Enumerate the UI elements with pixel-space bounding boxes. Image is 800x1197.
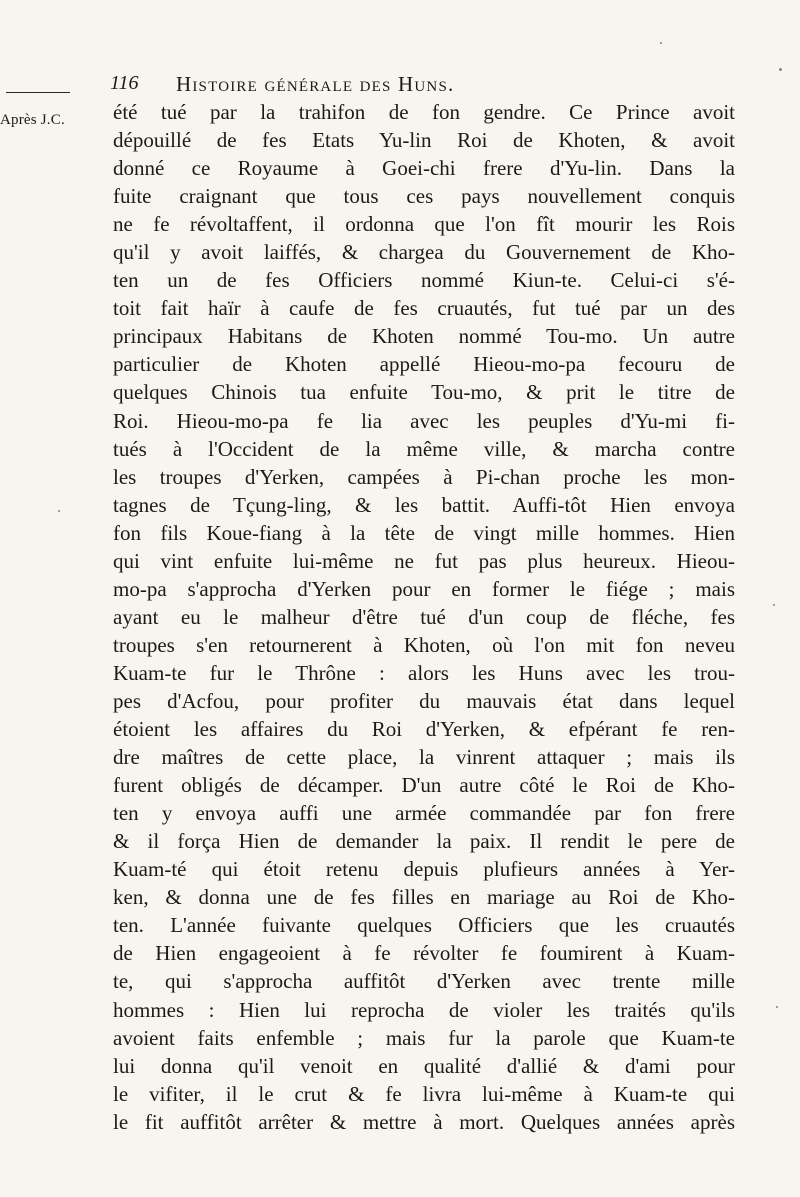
text-line: toit fait haïr à caufe de fes cruautés, fut tué par un des	[113, 296, 735, 321]
text-line: fon fils Koue-fiang à la tête de vingt mille hommes. Hien	[113, 520, 735, 545]
text-line: donné ce Royaume à Goei-chi frere d'Yu-lin. Dans la	[113, 156, 735, 181]
text-line: mo-pa s'approcha d'Yerken pour en former le fiége ; mais	[113, 576, 735, 601]
text-line: pes d'Acfou, pour profiter du mauvais état dans lequel	[113, 688, 735, 713]
paper-fleck	[773, 604, 775, 606]
text-line: tués à l'Occident de la même ville, & marcha contre	[113, 436, 735, 461]
text-line: ne fe révoltaffent, il ordonna que l'on fît mourir les Rois	[113, 212, 735, 237]
text-line: ten y envoya auffi une armée commandée par fon frere	[113, 801, 735, 826]
text-line: principaux Habitans de Khoten nommé Tou-mo. Un autre	[113, 324, 735, 349]
paper-fleck	[660, 42, 662, 44]
text-line: ken, & donna une de fes filles en mariage au Roi de Kho-	[113, 885, 735, 910]
text-line: ayant eu le malheur d'être tué d'un coup de fléche, fes	[113, 604, 735, 629]
text-line: dre maîtres de cette place, la vinrent attaquer ; mais ils	[113, 745, 735, 770]
margin-date-note: Après J.C.	[0, 112, 65, 128]
text-line: les troupes d'Yerken, campées à Pi-chan proche les mon-	[113, 464, 735, 489]
text-line: ten. L'année fuivante quelques Officiers que les cruautés	[113, 913, 735, 938]
text-line: lui donna qu'il venoit en qualité d'allié & d'ami pour	[113, 1053, 735, 1078]
text-line: Roi. Hieou-mo-pa fe lia avec les peuples d'Yu-mi fi-	[113, 408, 735, 433]
text-line: & il força Hien de demander la paix. Il rendit le pere de	[113, 829, 735, 854]
text-line: Kuam-té qui étoit retenu depuis plufieurs années à Yer-	[113, 857, 735, 882]
text-line: te, qui s'approcha auffitôt d'Yerken avec trente mille	[113, 969, 735, 994]
paper-fleck	[779, 68, 782, 71]
margin-rule	[6, 92, 70, 93]
running-head: Histoire générale des Huns.	[176, 72, 455, 96]
text-line: troupes s'en retournerent à Khoten, où l'on mit fon neveu	[113, 632, 735, 657]
text-line: quelques Chinois tua enfuite Tou-mo, & prit le titre de	[113, 380, 735, 405]
text-line: le fit auffitôt arrêter & mettre à mort. Quelques années après	[113, 1109, 735, 1134]
text-line: furent obligés de décamper. D'un autre côté le Roi de Kho-	[113, 773, 735, 798]
text-line: étoient les affaires du Roi d'Yerken, & efpérant fe ren-	[113, 717, 735, 742]
text-line: avoient faits enfemble ; mais fur la parole que Kuam-te	[113, 1025, 735, 1050]
body-text	[113, 98, 735, 1136]
text-line: Kuam-te fur le Thrône : alors les Huns avec les trou-	[113, 660, 735, 685]
text-line: le vifiter, il le crut & fe livra lui-même à Kuam-te qui	[113, 1081, 735, 1106]
text-line: dépouillé de fes Etats Yu-lin Roi de Khoten, & avoit	[113, 128, 735, 153]
text-line: tagnes de Tçung-ling, & les battit. Auffi-tôt Hien envoya	[113, 492, 735, 517]
text-line: fuite craignant que tous ces pays nouvellement conquis	[113, 184, 735, 209]
text-line: de Hien engageoient à fe révolter fe foumirent à Kuam-	[113, 941, 735, 966]
text-line: été tué par la trahifon de fon gendre. Ce Prince avoit	[113, 100, 735, 124]
text-line: qui vint enfuite lui-même ne fut pas plus heureux. Hieou-	[113, 548, 735, 573]
paper-fleck	[58, 510, 60, 512]
page-number: 116	[110, 72, 139, 94]
text-line: qu'il y avoit laiffés, & chargea du Gouvernement de Kho-	[113, 240, 735, 265]
text-line: hommes : Hien lui reprocha de violer les traités qu'ils	[113, 997, 735, 1022]
text-line: particulier de Khoten appellé Hieou-mo-pa fecouru de	[113, 352, 735, 377]
text-line: ten un de fes Officiers nommé Kiun-te. Celui-ci s'é-	[113, 268, 735, 293]
paper-fleck	[776, 1006, 778, 1008]
page-header	[110, 72, 740, 100]
